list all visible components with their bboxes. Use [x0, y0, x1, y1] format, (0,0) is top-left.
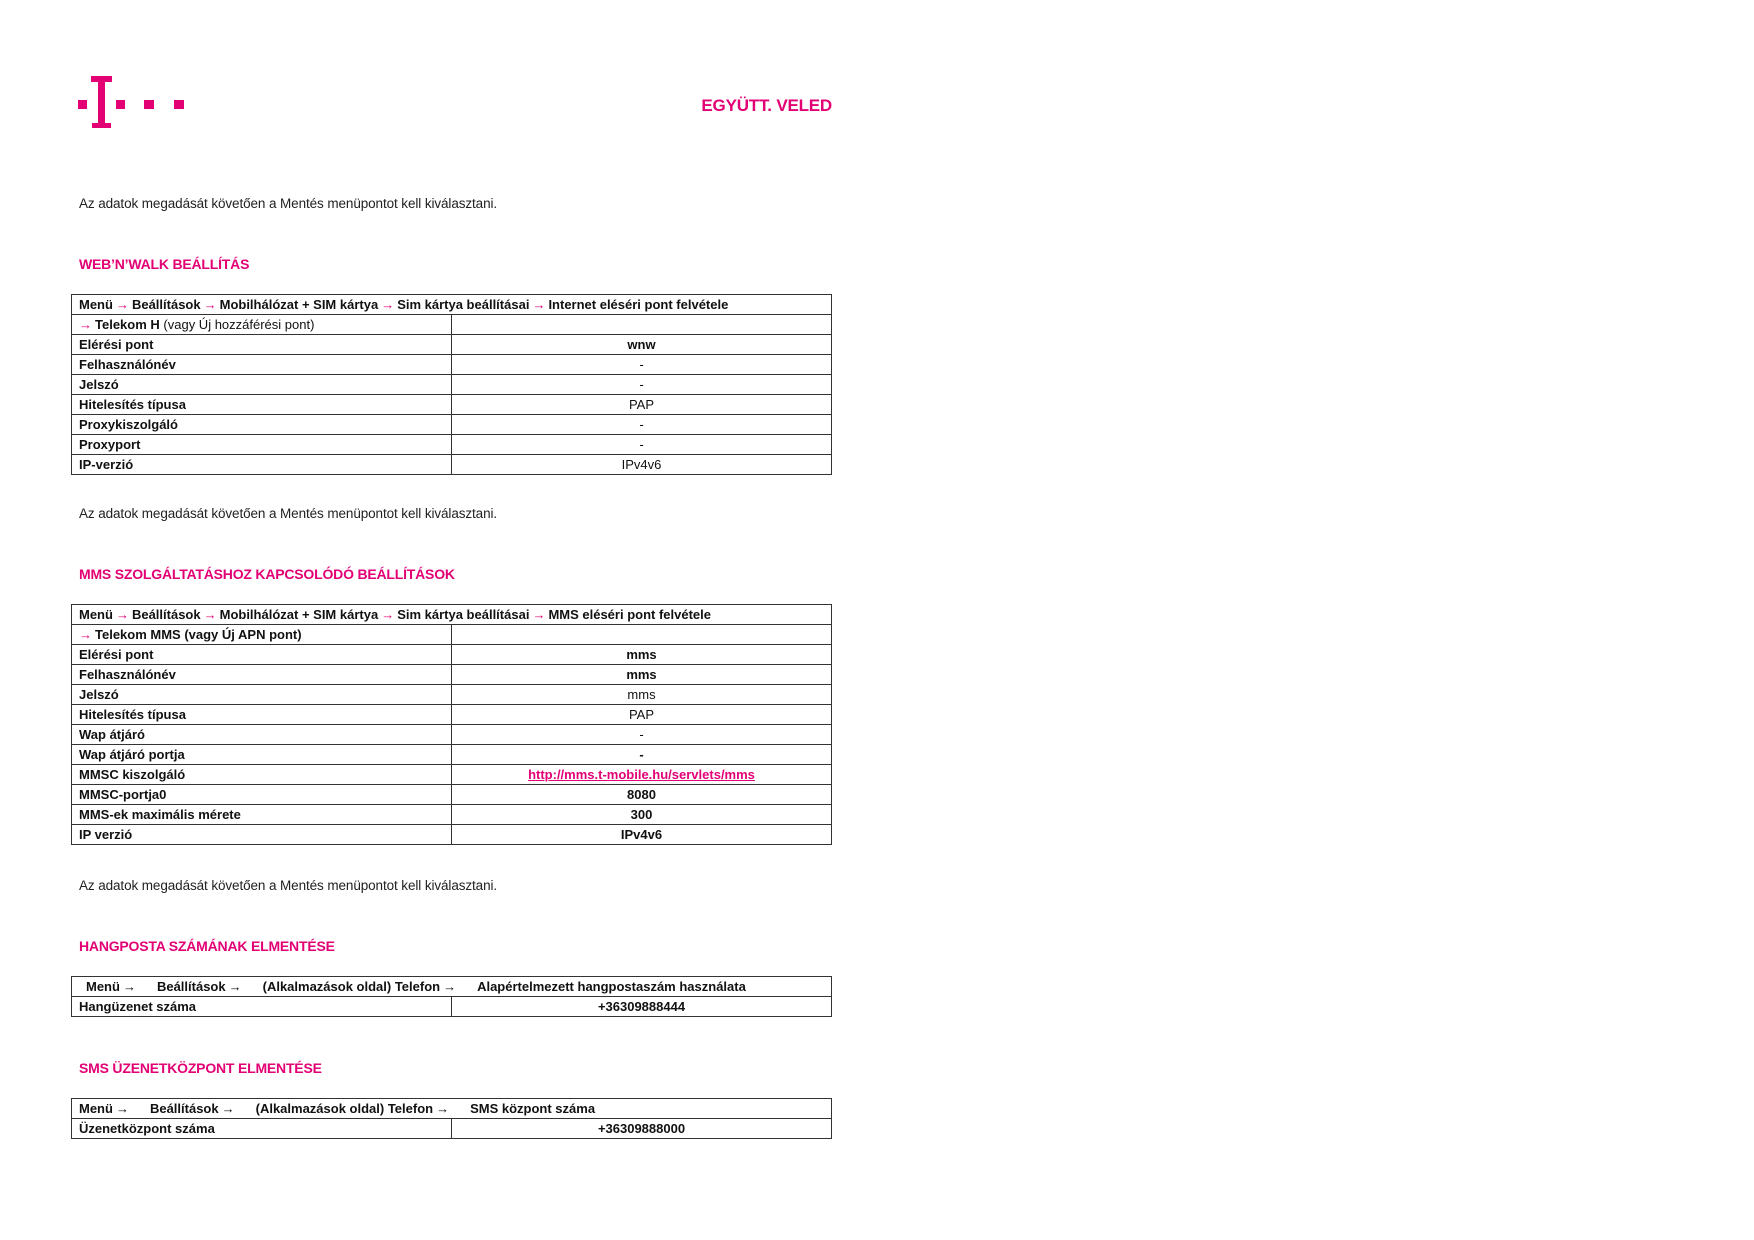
row-label: Proxykiszolgáló	[72, 415, 452, 435]
arrow-right-icon: →	[443, 979, 457, 994]
row-label: Felhasználónév	[72, 355, 452, 375]
table-row	[72, 625, 832, 645]
row-label: Wap átjáró portja	[72, 745, 452, 765]
arrow-right-icon: →	[203, 297, 217, 312]
menu-path	[72, 977, 832, 997]
path-step: Menü	[79, 1101, 113, 1116]
arrow-right-icon: →	[228, 979, 242, 994]
row-value: -	[452, 745, 832, 765]
row-label: Elérési pont	[72, 645, 452, 665]
row-label: MMS-ek maximális mérete	[72, 805, 452, 825]
save-note: Az adatok megadását követően a Mentés menüpontot kell kiválasztani.	[79, 506, 498, 521]
arrow-right-icon: →	[79, 627, 92, 642]
table-row	[72, 1119, 832, 1139]
path-step: (Alkalmazások oldal) Telefon	[262, 979, 441, 994]
menu-path	[72, 295, 832, 315]
arrow-right-icon: →	[115, 607, 129, 622]
path-step: Mobilhálózat + SIM kártya	[219, 297, 379, 312]
row-value: -	[452, 355, 832, 375]
path-step: Mobilhálózat + SIM kártya	[219, 607, 379, 622]
path-step: Telekom MMS (vagy Új APN pont)	[95, 627, 302, 642]
path-step: (Alkalmazások oldal) Telefon	[255, 1101, 434, 1116]
table-row	[72, 825, 832, 845]
row-label: Elérési pont	[72, 335, 452, 355]
row-label: IP verzió	[72, 825, 452, 845]
save-note: Az adatok megadását követően a Mentés menüpontot kell kiválasztani.	[79, 196, 498, 211]
table-row	[72, 1099, 832, 1119]
voicemail-heading: HANGPOSTA SZÁMÁNAK ELMENTÉSE	[79, 938, 335, 954]
empty-cell	[452, 315, 832, 335]
table-row	[72, 395, 832, 415]
table-row	[72, 455, 832, 475]
arrow-right-icon: →	[115, 1101, 129, 1116]
save-note: Az adatok megadását követően a Mentés menüpontot kell kiválasztani.	[79, 878, 498, 893]
arrow-right-icon: →	[79, 317, 92, 332]
arrow-right-icon: →	[436, 1101, 450, 1116]
table-row	[72, 335, 832, 355]
row-label: Hangüzenet száma	[72, 997, 452, 1017]
row-value: +36309888000	[452, 1119, 832, 1139]
table-row	[72, 605, 832, 625]
row-value: IPv4v6	[452, 455, 832, 475]
row-value: PAP	[452, 395, 832, 415]
row-value: 300	[452, 805, 832, 825]
table-row	[72, 745, 832, 765]
row-value: mms	[452, 665, 832, 685]
table-row	[72, 997, 832, 1017]
tagline: EGYÜTT. VELED	[701, 96, 832, 115]
table-row	[72, 785, 832, 805]
path-step: SMS központ száma	[470, 1101, 596, 1116]
path-step: Menü	[86, 979, 120, 994]
sms-heading: SMS ÜZENETKÖZPONT ELMENTÉSE	[79, 1060, 322, 1076]
row-label: Wap átjáró	[72, 725, 452, 745]
row-label: Hitelesítés típusa	[72, 395, 452, 415]
path-step: Beállítások	[149, 1101, 219, 1116]
path-step: Beállítások	[156, 979, 226, 994]
row-value: IPv4v6	[452, 825, 832, 845]
telekom-logo	[78, 76, 188, 128]
table-row	[72, 645, 832, 665]
row-value: +36309888444	[452, 997, 832, 1017]
table-row	[72, 805, 832, 825]
row-label: Proxyport	[72, 435, 452, 455]
table-row	[72, 765, 832, 785]
menu-path	[72, 605, 832, 625]
mmsc-link[interactable]: http://mms.t-mobile.hu/servlets/mms	[528, 767, 755, 782]
row-label: Jelszó	[72, 685, 452, 705]
path-step: Internet eléséri pont felvétele	[548, 297, 729, 312]
row-label: Felhasználónév	[72, 665, 452, 685]
row-value: mms	[452, 645, 832, 665]
arrow-right-icon: →	[115, 297, 129, 312]
path-step: Sim kártya beállításai	[397, 297, 530, 312]
path-step: Beállítások	[131, 297, 201, 312]
webnwalk-table	[71, 294, 832, 475]
row-label: MMSC-portja0	[72, 785, 452, 805]
row-value: mms	[452, 685, 832, 705]
mms-table	[71, 604, 832, 845]
row-label: IP-verzió	[72, 455, 452, 475]
path-step: MMS eléséri pont felvétele	[548, 607, 711, 622]
arrow-right-icon: →	[221, 1101, 235, 1116]
arrow-right-icon: →	[381, 607, 395, 622]
table-row	[72, 295, 832, 315]
empty-cell	[452, 625, 832, 645]
arrow-right-icon: →	[203, 607, 217, 622]
row-value: -	[452, 725, 832, 745]
arrow-right-icon: →	[122, 979, 136, 994]
sub-path	[72, 315, 452, 335]
table-row	[72, 685, 832, 705]
voicemail-table	[71, 976, 832, 1017]
row-value: -	[452, 415, 832, 435]
row-value: PAP	[452, 705, 832, 725]
table-row	[72, 415, 832, 435]
row-value: wnw	[452, 335, 832, 355]
menu-path	[72, 1099, 832, 1119]
arrow-right-icon: →	[532, 607, 546, 622]
row-label: MMSC kiszolgáló	[72, 765, 452, 785]
row-value: -	[452, 375, 832, 395]
row-label: Hitelesítés típusa	[72, 705, 452, 725]
table-row	[72, 355, 832, 375]
path-step: Sim kártya beállításai	[397, 607, 530, 622]
sub-path	[72, 625, 452, 645]
path-step: Menü	[79, 297, 113, 312]
webnwalk-heading: WEB’N’WALK BEÁLLÍTÁS	[79, 256, 250, 272]
path-step: Telekom H	[95, 317, 160, 332]
path-step: Menü	[79, 607, 113, 622]
arrow-right-icon: →	[532, 297, 546, 312]
arrow-right-icon: →	[381, 297, 395, 312]
row-label: Üzenetközpont száma	[72, 1119, 452, 1139]
table-row	[72, 435, 832, 455]
table-row	[72, 375, 832, 395]
table-row	[72, 315, 832, 335]
mms-heading: MMS SZOLGÁLTATÁSHOZ KAPCSOLÓDÓ BEÁLLÍTÁSOK	[79, 566, 455, 582]
sms-table	[71, 1098, 832, 1139]
row-value: -	[452, 435, 832, 455]
table-row	[72, 725, 832, 745]
path-step-note: (vagy Új hozzáférési pont)	[163, 317, 315, 332]
row-label: Jelszó	[72, 375, 452, 395]
table-row	[72, 705, 832, 725]
table-row	[72, 977, 832, 997]
row-value: 8080	[452, 785, 832, 805]
table-row	[72, 665, 832, 685]
path-step: Beállítások	[131, 607, 201, 622]
path-step: Alapértelmezett hangpostaszám használata	[477, 979, 746, 994]
